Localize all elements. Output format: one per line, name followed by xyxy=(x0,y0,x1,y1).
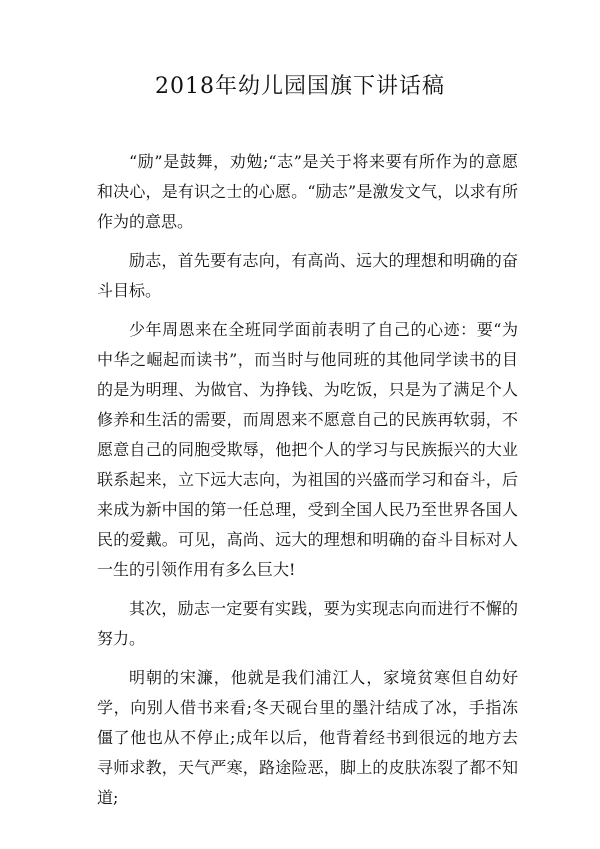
document-body xyxy=(97,147,518,822)
paragraph: “励”是鼓舞，劝勉;“志”是关于将来要有所作为的意愿和决心，是有识之士的心愿。“励志”是激发文气，以求有所作为的意思。 xyxy=(97,152,518,231)
paragraph: 励志，首先要有志向，有高尚、远大的理想和明确的奋斗目标。 xyxy=(97,251,518,300)
paragraph: 少年周恩来在全班同学面前表明了自己的心迹：要“为中华之崛起而读书”，而当时与他同班的其他同学读书的目的是为明理、为做官、为挣钱、为吃饭，只是为了满足个人修养和生活的需要，而周恩来不愿意自己的民族再软弱，不愿意自己的同胞受欺辱，他把个人的学习与民族振兴的大业联系起来，立下远大志向，为祖国的兴盛而学习和奋斗，后来成为新中国的第一任总理，受到全国人民乃至世界各国人民的爱戴。可见，高尚、远大的理想和明确的奋斗目标对人一生的引领作用有多么巨大! xyxy=(97,320,518,579)
paragraph: 明朝的宋濂，他就是我们浦江人，家境贫寒但自幼好学，向别人借书来看;冬天砚台里的墨汁结成了冰，手指冻僵了他也从不停止;成年以后，他背着经书到很远的地方去寻师求教，天气严寒，路途险恶，脚上的皮肤冻裂了都不知道; xyxy=(97,668,518,807)
paragraph: 其次，励志一定要有实践，要为实现志向而进行不懈的努力。 xyxy=(97,599,518,648)
page-title: 2018年幼儿园国旗下讲话稿 xyxy=(155,74,445,99)
